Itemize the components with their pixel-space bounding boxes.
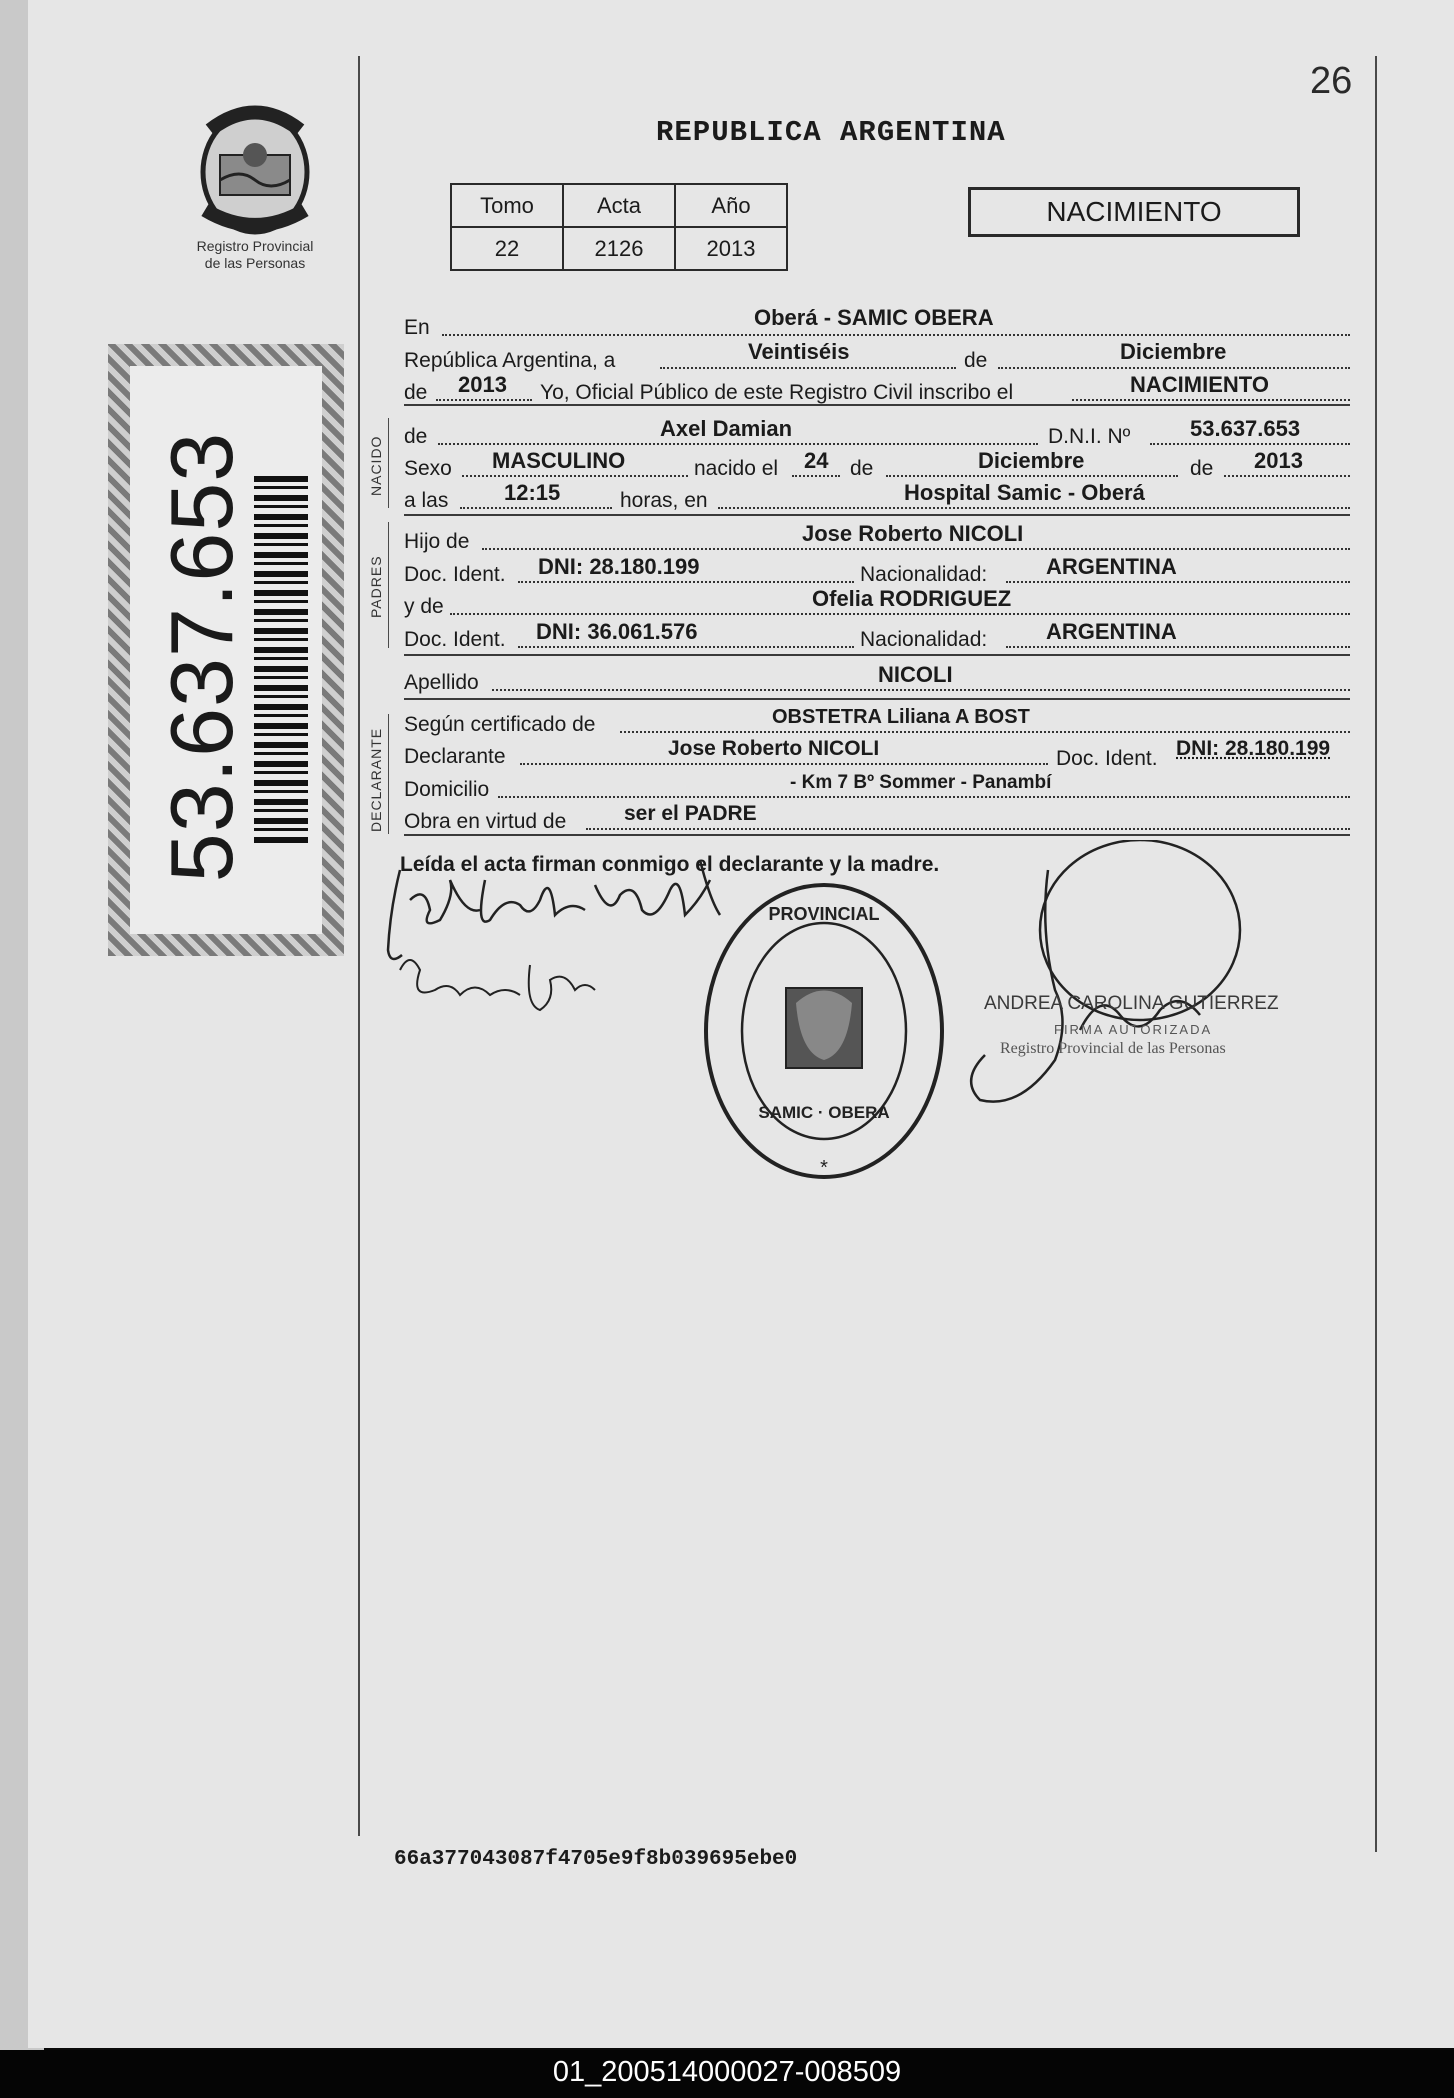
value-year: 2013 xyxy=(458,372,507,397)
label-en: En xyxy=(404,316,430,339)
agency-line2: de las Personas xyxy=(204,255,306,271)
page-number: 26 xyxy=(1310,60,1353,102)
value-birth-year: 2013 xyxy=(1254,448,1303,473)
value-child-name: Axel Damian xyxy=(660,416,793,441)
value-surname: NICOLI xyxy=(878,662,953,687)
value-mother-nat: ARGENTINA xyxy=(1046,619,1177,644)
dots-year xyxy=(436,399,532,401)
separator-2 xyxy=(404,514,1350,516)
dni-card-number: 53.637.653 xyxy=(152,431,251,883)
registry-stamp xyxy=(698,878,950,1184)
dots-declarant xyxy=(520,763,1048,765)
officer-title: FIRMA AUTORIZADA xyxy=(1054,1022,1213,1037)
value-birth-month: Diciembre xyxy=(978,448,1085,473)
signature-father xyxy=(388,860,720,959)
dots-mother-doc xyxy=(518,646,854,648)
officer-name: ANDREA CAROLINA GUTIERREZ xyxy=(984,993,1279,1014)
label-republica: República Argentina, a xyxy=(404,349,616,372)
label-obra: Obra en virtud de xyxy=(404,810,567,833)
value-mother-name: Ofelia RODRIGUEZ xyxy=(812,586,1012,611)
dots-address xyxy=(498,796,1350,798)
value-declarant-doc: DNI: 28.180.199 xyxy=(1176,737,1331,760)
declarante-bracket xyxy=(388,714,389,834)
label-birth-de1: de xyxy=(850,457,874,480)
dots-time xyxy=(460,507,612,509)
dots-child-name xyxy=(438,443,1038,445)
value-certificate: OBSTETRA Liliana A BOST xyxy=(772,706,1030,728)
signature-mother xyxy=(400,960,595,1010)
value-birth-day: 24 xyxy=(804,448,829,473)
side-label-declarante: DECLARANTE xyxy=(368,727,384,832)
label-de-year: de xyxy=(404,381,428,404)
value-place: Oberá - SAMIC OBERA xyxy=(754,305,994,330)
left-margin-line xyxy=(358,56,360,1836)
dots-father-nat xyxy=(1006,581,1350,583)
label-certificado: Según certificado de xyxy=(404,713,596,736)
registry-value-tomo: 22 xyxy=(451,227,563,270)
nacido-bracket xyxy=(388,418,389,508)
label-mother-doc: Doc. Ident. xyxy=(404,628,506,651)
label-domicilio: Domicilio xyxy=(404,778,490,801)
dots-birth-day xyxy=(792,475,840,477)
label-father-doc: Doc. Ident. xyxy=(404,563,506,586)
label-apellido: Apellido xyxy=(404,671,479,694)
registry-value-acta: 2126 xyxy=(563,227,675,270)
right-margin-line xyxy=(1375,56,1377,1852)
province-crest-icon xyxy=(180,100,330,242)
separator-4 xyxy=(404,698,1350,700)
dots-birth-year xyxy=(1224,475,1350,477)
document-hash: 66a377043087f4705e9f8b039695ebe0 xyxy=(394,1848,798,1871)
scan-footer-id: 01_200514000027-008509 xyxy=(0,2050,1454,2098)
padres-bracket xyxy=(388,522,389,648)
label-mother-nat: Nacionalidad: xyxy=(860,628,988,651)
dots-birth-place xyxy=(718,507,1350,509)
row-republica xyxy=(404,349,615,377)
dots-day xyxy=(660,367,956,369)
value-sex: MASCULINO xyxy=(492,448,626,473)
country-title: REPUBLICA ARGENTINA xyxy=(656,116,1006,149)
dots-mother-name xyxy=(450,613,1350,615)
registry-value-ano: 2013 xyxy=(675,227,787,270)
row-en xyxy=(404,316,430,344)
registry-header-tomo: Tomo xyxy=(451,184,563,227)
dots-act xyxy=(1072,399,1350,401)
label-father-nat: Nacionalidad: xyxy=(860,563,988,586)
label-sexo: Sexo xyxy=(404,457,452,480)
label-y-de: y de xyxy=(404,595,444,618)
value-father-doc: DNI: 28.180.199 xyxy=(538,554,700,579)
dots-sex xyxy=(462,475,688,477)
value-father-nat: ARGENTINA xyxy=(1046,554,1177,579)
stamp-inner-text: SAMIC · OBERA xyxy=(758,1103,890,1122)
registry-header-acta: Acta xyxy=(563,184,675,227)
act-type-box: NACIMIENTO xyxy=(968,187,1300,237)
value-day-words: Veintiséis xyxy=(748,339,850,364)
dots-mother-nat xyxy=(1006,646,1350,648)
dni-card-inner xyxy=(130,366,322,934)
dots-month xyxy=(998,367,1350,369)
dots-surname xyxy=(492,689,1350,691)
value-father-name: Jose Roberto NICOLI xyxy=(802,521,1024,546)
value-declarant: Jose Roberto NICOLI xyxy=(668,737,880,760)
svg-text:PROVINCIAL: PROVINCIAL xyxy=(768,904,880,924)
value-birth-time: 12:15 xyxy=(504,480,561,505)
dots-father-name xyxy=(482,548,1350,550)
value-basis: ser el PADRE xyxy=(624,802,757,825)
label-a-las: a las xyxy=(404,489,449,512)
label-declarant-doc: Doc. Ident. xyxy=(1056,747,1158,770)
agency-line1: Registro Provincial xyxy=(196,238,314,254)
label-dni: D.N.I. Nº xyxy=(1048,425,1131,448)
signature-officer xyxy=(971,840,1240,1102)
label-hijo-de: Hijo de xyxy=(404,530,470,553)
statement-text: Yo, Oficial Público de este Registro Civil inscribo el xyxy=(540,381,1014,404)
value-act: NACIMIENTO xyxy=(1130,372,1269,397)
dots-basis xyxy=(586,828,1350,830)
label-nacido-el: nacido el xyxy=(694,457,779,480)
separator-1 xyxy=(404,404,1350,406)
label-child-de: de xyxy=(404,425,428,448)
closing-statement: Leída el acta firman conmigo el declarante y la madre. xyxy=(400,853,940,876)
registry-table xyxy=(450,183,788,271)
registry-header-ano: Año xyxy=(675,184,787,227)
value-month: Diciembre xyxy=(1120,339,1227,364)
side-label-nacido: NACIDO xyxy=(368,435,384,496)
dots-certificate xyxy=(620,731,1350,733)
svg-text:*: * xyxy=(820,1157,828,1179)
label-declarante: Declarante xyxy=(404,745,506,768)
label-birth-de2: de xyxy=(1190,457,1214,480)
officer-agency: Registro Provincial de las Personas xyxy=(1000,1040,1226,1057)
dots-en xyxy=(442,334,1350,336)
label-horas: horas, en xyxy=(620,489,708,512)
value-mother-doc: DNI: 36.061.576 xyxy=(536,619,698,644)
separator-3 xyxy=(404,654,1350,656)
dots-birth-month xyxy=(886,475,1178,477)
dots-father-doc xyxy=(518,581,854,583)
agency-label xyxy=(150,238,360,272)
label-de-month: de xyxy=(964,349,988,372)
separator-5 xyxy=(404,834,1350,836)
value-child-dni: 53.637.653 xyxy=(1190,416,1301,441)
dni-card xyxy=(108,344,344,956)
value-address: - Km 7 Bº Sommer - Panambí xyxy=(790,772,1052,793)
barcode-icon xyxy=(254,476,308,846)
value-birth-place: Hospital Samic - Oberá xyxy=(904,480,1145,505)
side-label-padres: PADRES xyxy=(368,555,384,618)
dots-child-dni xyxy=(1150,443,1350,445)
